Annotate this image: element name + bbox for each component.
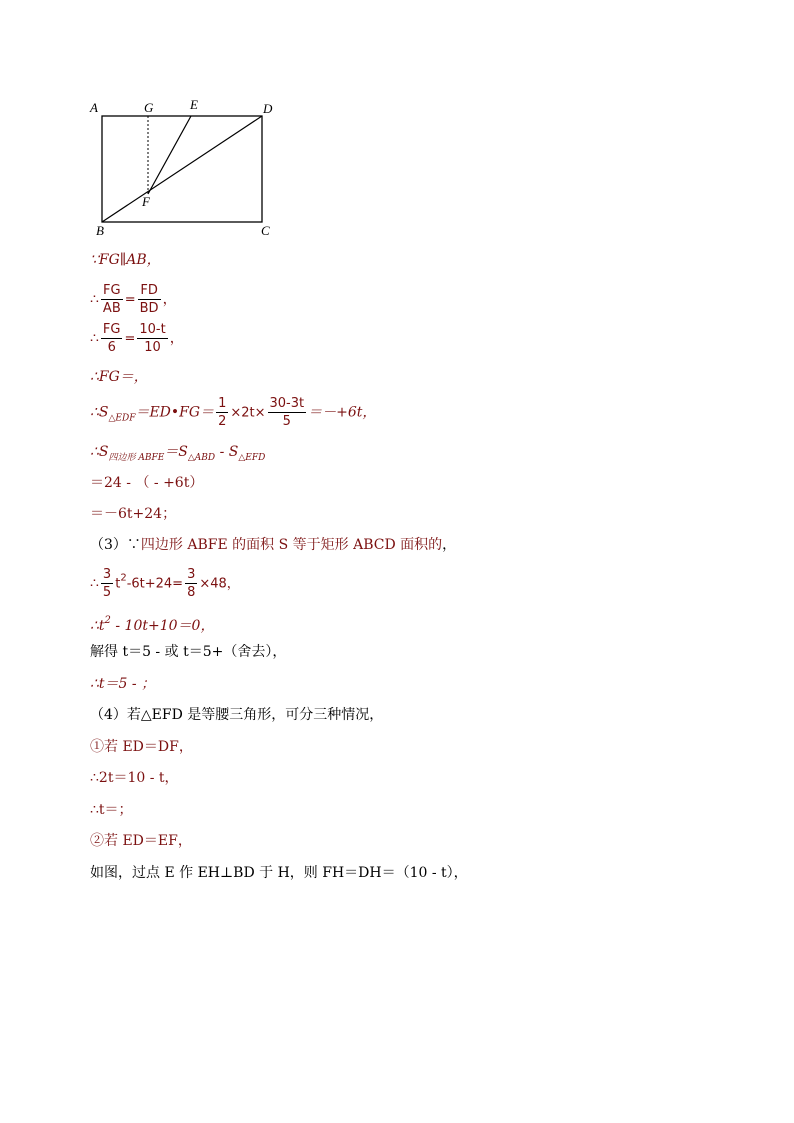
line-case-2-construction: 如图，过点 E 作 EH⊥BD 于 H，则 FH＝DH＝（10 - t）， bbox=[90, 865, 468, 881]
punctuation: ， bbox=[169, 330, 184, 347]
line-fg-value: ∴FG＝， bbox=[90, 369, 148, 385]
punctuation: ， bbox=[442, 537, 457, 553]
therefore-sign: ∴ bbox=[90, 291, 99, 308]
line-ratio-2 bbox=[90, 321, 184, 356]
expression: ＝S bbox=[164, 444, 188, 460]
fraction bbox=[268, 395, 307, 430]
expression: ＝－+6t， bbox=[308, 404, 377, 421]
line-case-1-result: ∴t＝； bbox=[90, 802, 133, 818]
expression: ×48， bbox=[199, 576, 240, 592]
label-d: D bbox=[263, 101, 273, 116]
punctuation: ， bbox=[162, 291, 177, 308]
equals-sign: = bbox=[124, 331, 136, 347]
line-part-4: （4）若△EFD 是等腰三角形，可分三种情况， bbox=[90, 707, 384, 723]
subscript: 四边形 ABFE bbox=[108, 453, 165, 463]
denominator: 6 bbox=[107, 340, 116, 355]
equals-sign: = bbox=[124, 292, 136, 308]
line-ratio-1 bbox=[90, 282, 177, 317]
segment-ef bbox=[148, 116, 191, 194]
label-a: A bbox=[90, 100, 98, 115]
fraction bbox=[101, 566, 113, 601]
line-equation-3 bbox=[90, 566, 240, 601]
line-step-1: ＝24 - （ - +6t） bbox=[90, 475, 204, 491]
subscript: △EFD bbox=[238, 453, 266, 463]
numerator: 1 bbox=[218, 396, 227, 411]
fraction bbox=[138, 282, 161, 317]
fraction bbox=[185, 566, 197, 601]
therefore-sign: ∴ bbox=[90, 330, 99, 347]
denominator: 5 bbox=[282, 414, 291, 429]
condition-text: 四边形 ABFE 的面积 S 等于矩形 ABCD 面积的 bbox=[140, 537, 443, 553]
label-b: B bbox=[96, 223, 104, 238]
denominator: BD bbox=[139, 301, 159, 316]
label-c: C bbox=[261, 223, 270, 238]
expression: - 10t+10＝0， bbox=[110, 618, 215, 634]
numerator: 10-t bbox=[139, 322, 166, 337]
numerator: 3 bbox=[187, 567, 196, 582]
numerator: FD bbox=[138, 282, 161, 300]
numerator: 30-3t bbox=[269, 396, 305, 411]
fraction bbox=[101, 282, 123, 317]
variable: t bbox=[115, 576, 121, 592]
expression: - S bbox=[215, 444, 239, 460]
expression: ×2t× bbox=[230, 405, 266, 421]
numerator: 3 bbox=[102, 567, 112, 582]
expression: -6t+24= bbox=[126, 576, 184, 592]
fraction bbox=[137, 321, 167, 356]
superscript: 2 bbox=[104, 615, 111, 626]
line-parallel: ∵FG∥AB， bbox=[90, 252, 161, 268]
line-case-2: ②若 ED＝EF， bbox=[90, 833, 192, 849]
subscript: △EDF bbox=[108, 413, 136, 424]
label-g: G bbox=[144, 100, 154, 115]
fraction bbox=[101, 321, 123, 356]
line-quadratic bbox=[90, 612, 214, 635]
label-e: E bbox=[190, 97, 198, 112]
label-f: F bbox=[142, 194, 150, 209]
line-area-quad bbox=[90, 443, 265, 467]
part-label: （3）∵ bbox=[90, 537, 141, 553]
line-step-2: ＝－6t+24； bbox=[90, 506, 177, 522]
line-case-1: ①若 ED＝DF， bbox=[90, 739, 193, 755]
fraction bbox=[216, 395, 228, 430]
numerator: FG bbox=[101, 282, 123, 300]
area-symbol: ∴S bbox=[90, 404, 109, 421]
figure-svg bbox=[88, 96, 288, 241]
line-case-1-eq: ∴2t＝10 - t， bbox=[90, 770, 179, 786]
denominator: 5 bbox=[102, 585, 112, 600]
denominator: 10 bbox=[144, 340, 161, 355]
line-part-3 bbox=[90, 536, 456, 554]
expression: ＝ED•FG＝ bbox=[135, 404, 215, 421]
expression: ∴t bbox=[90, 618, 105, 634]
subscript: △ABD bbox=[187, 453, 216, 463]
line-area-edf bbox=[90, 395, 376, 430]
geometry-figure bbox=[88, 96, 288, 241]
denominator: 2 bbox=[218, 414, 227, 429]
therefore-sign: ∴ bbox=[90, 575, 99, 592]
denominator: AB bbox=[102, 301, 121, 316]
superscript: 2 bbox=[120, 572, 127, 584]
denominator: 8 bbox=[187, 585, 196, 600]
line-result-3: ∴t＝5 - ； bbox=[90, 676, 156, 692]
line-solve: 解得 t＝5 - 或 t＝5+（舍去）， bbox=[90, 644, 287, 660]
area-symbol: ∴S bbox=[90, 444, 109, 460]
numerator: FG bbox=[102, 322, 121, 337]
